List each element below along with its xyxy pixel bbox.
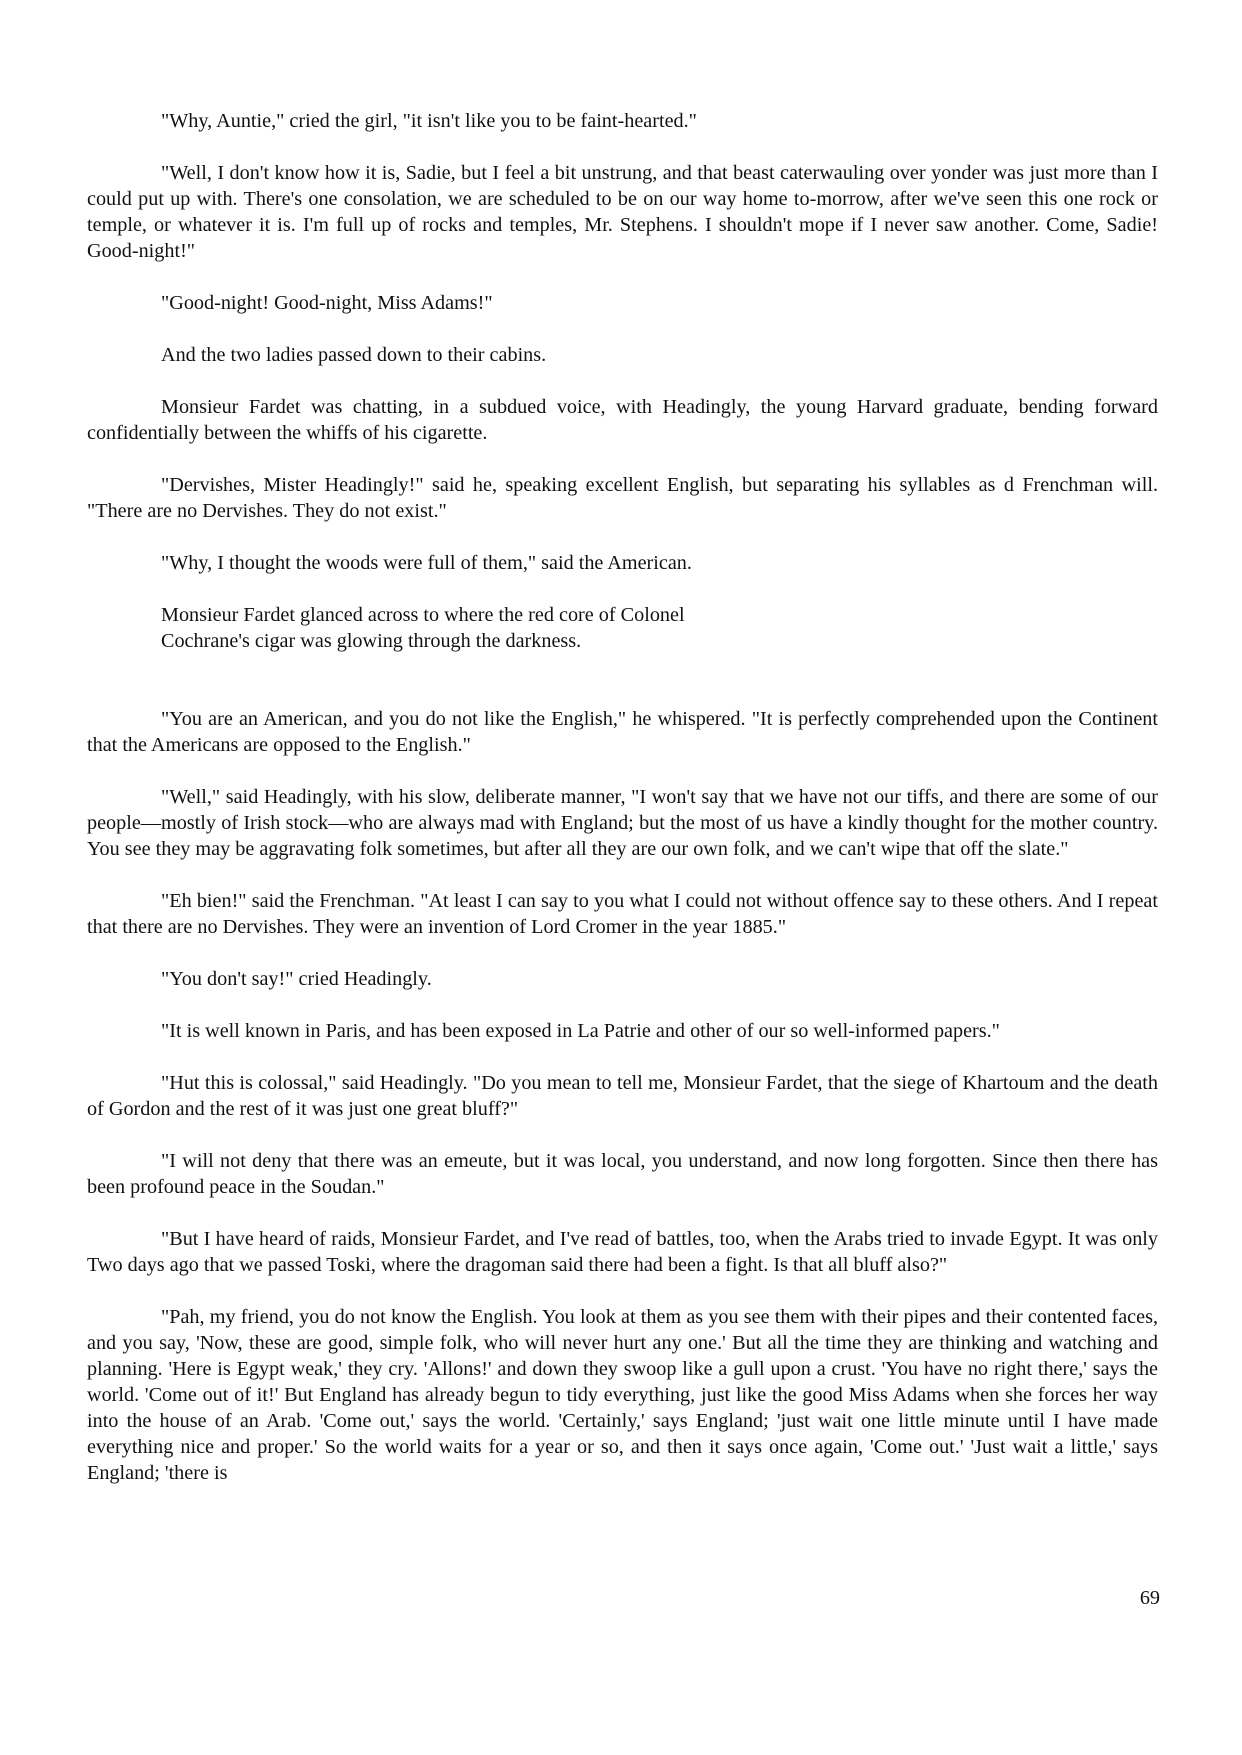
body-text bbox=[87, 108, 1158, 1512]
paragraph-8-line-1: Monsieur Fardet glanced across to where the red core of Colonel bbox=[161, 604, 685, 626]
paragraph-16: "But I have heard of raids, Monsieur Fardet, and I've read of battles, too, when the Arabs tried to invade Egypt. It was only Two days ago that we passed Toski, where the dragoman said there had been a fight. Is that all bluff also?" bbox=[87, 1228, 1158, 1276]
paragraph-3: "Good-night! Good-night, Miss Adams!" bbox=[161, 292, 493, 314]
paragraph-6: "Dervishes, Mister Headingly!" said he, speaking excellent English, but separating his syllables as d Frenchman will. "There are no Dervishes. They do not exist." bbox=[87, 474, 1158, 522]
paragraph-5: Monsieur Fardet was chatting, in a subdued voice, with Headingly, the young Harvard graduate, bending forward confidentially between the whiffs of his cigarette. bbox=[87, 396, 1158, 444]
paragraph-8 bbox=[87, 602, 1158, 654]
paragraph-12: "You don't say!" cried Headingly. bbox=[161, 968, 432, 990]
page-number: 69 bbox=[1139, 1587, 1160, 1609]
paragraph-13: "It is well known in Paris, and has been exposed in La Patrie and other of our so well-informed papers." bbox=[161, 1020, 1000, 1042]
paragraph-14: "Hut this is colossal," said Headingly. "Do you mean to tell me, Monsieur Fardet, that the siege of Khartoum and the death of Gordon and the rest of it was just one great bluff?" bbox=[87, 1072, 1158, 1120]
paragraph-15: "I will not deny that there was an emeute, but it was local, you understand, and now long forgotten. Since then there has been profound peace in the Soudan." bbox=[87, 1150, 1158, 1198]
paragraph-17: "Pah, my friend, you do not know the English. You look at them as you see them with their pipes and their contented faces, and you say, 'Now, these are good, simple folk, who will never hurt any one.' But all the time they are thinking and watching and planning. 'Here is Egypt weak,' they cry. 'Allons!' and down they swoop like a gull upon a crust. 'You have no right there,' says the world. 'Come out of it!' But England has already begun to tidy everything, just like the good Miss Adams when she forces her way into the house of an Arab. 'Come out,' says the world. 'Certainly,' says England; 'just wait one little minute until I have made everything nice and proper.' So the world waits for a year or so, and then it says once again, 'Come out.' 'Just wait a little,' says England; 'there is bbox=[87, 1306, 1158, 1484]
paragraph-2: "Well, I don't know how it is, Sadie, but I feel a bit unstrung, and that beast caterwauling over yonder was just more than I could put up with. There's one consolation, we are scheduled to be on our way home to-morrow, after we've seen this one rock or temple, or whatever it is. I'm full up of rocks and temples, Mr. Stephens. I shouldn't mope if I never saw another. Come, Sadie! Good-night!" bbox=[87, 162, 1158, 262]
paragraph-1: "Why, Auntie," cried the girl, "it isn't like you to be faint-hearted." bbox=[161, 110, 697, 132]
paragraph-10: "Well," said Headingly, with his slow, deliberate manner, "I won't say that we have not our tiffs, and there are some of our people—mostly of Irish stock—who are always mad with England; but the most of us have a kindly thought for the mother country. You see they may be aggravating folk sometimes, but after all they are our own folk, and we can't wipe that off the slate." bbox=[87, 786, 1158, 860]
paragraph-9: "You are an American, and you do not like the English," he whispered. "It is perfectly comprehended upon the Continent that the Americans are opposed to the English." bbox=[87, 708, 1158, 756]
paragraph-4: And the two ladies passed down to their cabins. bbox=[161, 344, 547, 366]
paragraph-8-line-2: Cochrane's cigar was glowing through the darkness. bbox=[161, 630, 582, 652]
paragraph-11: "Eh bien!" said the Frenchman. "At least I can say to you what I could not without offence say to these others. And I repeat that there are no Dervishes. They were an invention of Lord Cromer in the year 1885." bbox=[87, 890, 1158, 938]
paragraph-7: "Why, I thought the woods were full of them," said the American. bbox=[161, 552, 692, 574]
